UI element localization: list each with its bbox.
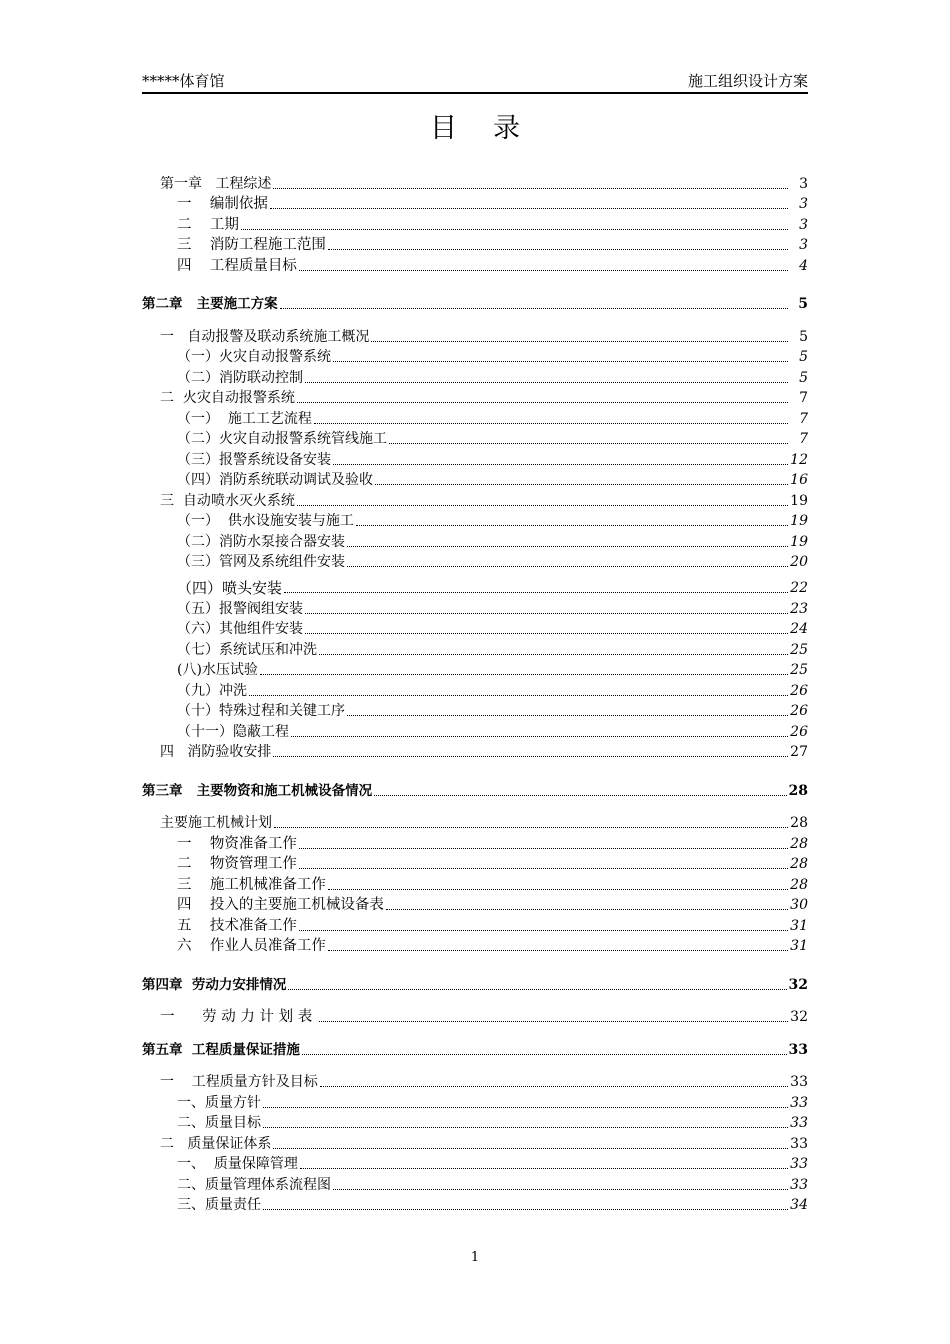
toc-entry-label: 二 火灾自动报警系统 [160, 390, 295, 406]
toc-entry-page: 28 [790, 856, 808, 872]
toc-entry-label: 五 技术准备工作 [177, 917, 297, 934]
toc-entry-label: （十一）隐蔽工程 [177, 723, 289, 740]
toc-entry[interactable] [142, 894, 808, 915]
toc-entry[interactable] [142, 234, 808, 255]
page-number: 1 [470, 1250, 480, 1265]
toc-entry[interactable] [142, 873, 808, 894]
toc-leader-dots [314, 422, 788, 424]
toc-entry-page: 25 [790, 662, 808, 678]
header-left: *****体育馆 [142, 72, 225, 90]
toc-entry-page: 33 [790, 1156, 808, 1172]
toc-entry[interactable] [142, 914, 808, 935]
toc-entry-page: 19 [790, 513, 808, 529]
toc-entry-label: 一 劳 动 力 计 划 表 [160, 1009, 317, 1025]
toc-spacer [142, 955, 808, 973]
toc-entry[interactable] [142, 597, 808, 618]
toc-entry-page: 32 [790, 1009, 808, 1025]
toc-leader-dots [320, 1085, 788, 1087]
toc-leader-dots [270, 207, 788, 209]
toc-entry-page: 5 [799, 349, 808, 365]
toc-entry-page: 26 [790, 682, 808, 699]
toc-entry-label: 二、质量目标 [177, 1115, 261, 1131]
toc-entry[interactable] [142, 193, 808, 214]
toc-entry-label: (八)水压试验 [177, 662, 258, 678]
toc-entry[interactable] [142, 679, 808, 700]
toc-entry[interactable] [142, 973, 808, 994]
toc-entry-label: 第三章 主要物资和施工机械设备情况 [142, 782, 373, 799]
toc-entry[interactable] [142, 213, 808, 234]
toc-entry[interactable] [142, 832, 808, 853]
toc-entry[interactable] [142, 700, 808, 721]
toc-spacer [142, 761, 808, 779]
toc-entry[interactable] [142, 1091, 808, 1112]
toc-entry-label: （三）报警系统设备安装 [177, 451, 331, 468]
toc-leader-dots [241, 228, 788, 230]
toc-entry-label: （四）消防系统联动调试及验收 [177, 472, 373, 488]
toc-entry[interactable] [142, 1038, 808, 1059]
toc-entry-label: 三 自动喷水灭火系统 [160, 492, 295, 509]
toc-spacer [142, 1059, 808, 1071]
toc-entry-label: （十）特殊过程和关键工序 [177, 703, 345, 719]
toc-entry-page: 5 [799, 369, 808, 386]
toc-entry-label: 第四章 劳动力安排情况 [142, 976, 287, 993]
toc-entry-label: 一 工程质量方针及目标 [160, 1074, 318, 1090]
toc-entry-page: 34 [790, 1197, 808, 1213]
toc-entry[interactable] [142, 407, 808, 428]
toc-leader-dots [389, 442, 788, 444]
toc-entry-label: 四 投入的主要施工机械设备表 [177, 897, 384, 913]
toc-entry[interactable] [142, 1112, 808, 1133]
toc-entry[interactable] [142, 172, 808, 193]
toc-entry[interactable] [142, 293, 808, 314]
toc-entry-page: 19 [790, 492, 808, 509]
toc-entry[interactable] [142, 571, 808, 597]
toc-leader-dots [297, 401, 788, 403]
toc-entry[interactable] [142, 428, 808, 449]
toc-entry-page: 30 [790, 897, 808, 913]
toc-leader-dots [297, 504, 788, 506]
toc-entry[interactable] [142, 551, 808, 572]
toc-entry-page: 5 [799, 328, 808, 345]
toc-entry-page: 26 [790, 723, 808, 740]
toc-entry[interactable] [142, 387, 808, 408]
toc-spacer [142, 994, 808, 1006]
toc-entry-page: 24 [790, 621, 808, 637]
toc-entry-label: 一 自动报警及联动系统施工概况 [160, 328, 370, 345]
toc-entry-page: 28 [788, 782, 808, 799]
toc-leader-dots [299, 269, 788, 271]
toc-spacer [142, 800, 808, 812]
toc-entry-page: 33 [790, 1115, 808, 1131]
toc-entry-page: 25 [790, 641, 808, 658]
toc-entry-label: 三、质量责任 [177, 1197, 261, 1213]
toc-entry-label: 三 施工机械准备工作 [177, 876, 326, 893]
header-rule [142, 92, 808, 94]
toc-entry-label: 一、质量方针 [177, 1094, 261, 1111]
toc-leader-dots [263, 1126, 788, 1128]
toc-entry-page: 28 [790, 835, 808, 852]
toc-leader-dots [249, 694, 788, 696]
toc-entry[interactable] [142, 853, 808, 874]
toc-entry-page: 33 [790, 1135, 808, 1152]
toc-entry-page: 4 [799, 257, 808, 274]
table-of-contents [142, 172, 808, 1214]
toc-leader-dots [288, 988, 786, 990]
toc-leader-dots [302, 1053, 787, 1055]
toc-entry[interactable] [142, 779, 808, 800]
toc-entry[interactable] [142, 741, 808, 762]
toc-spacer [142, 313, 808, 325]
toc-entry-page: 27 [790, 744, 808, 760]
toc-entry-label: 第二章 主要施工方案 [142, 296, 278, 312]
toc-entry[interactable] [142, 1071, 808, 1092]
toc-leader-dots [356, 524, 788, 526]
toc-entry[interactable] [142, 720, 808, 741]
toc-leader-dots [291, 735, 788, 737]
toc-leader-dots [284, 591, 788, 593]
toc-spacer [142, 1026, 808, 1038]
toc-entry-label: （七）系统试压和冲洗 [177, 641, 317, 658]
toc-entry-label: 第一章 工程综述 [160, 175, 272, 192]
toc-leader-dots [319, 1020, 788, 1022]
toc-entry[interactable] [142, 366, 808, 387]
toc-entry[interactable] [142, 812, 808, 833]
toc-entry[interactable] [142, 530, 808, 551]
toc-entry-label: （一）火灾自动报警系统 [177, 349, 331, 365]
toc-entry-page: 7 [799, 431, 808, 447]
toc-entry-label: 二 质量保证体系 [160, 1135, 272, 1152]
toc-entry-page: 23 [790, 600, 808, 617]
toc-leader-dots [273, 1147, 788, 1149]
toc-entry-page: 3 [799, 237, 808, 253]
toc-leader-dots [263, 1106, 788, 1108]
page-header [142, 70, 808, 92]
toc-entry[interactable] [142, 659, 808, 680]
toc-entry-page: 22 [790, 580, 808, 596]
toc-spacer [142, 275, 808, 293]
toc-entry[interactable] [142, 469, 808, 490]
toc-entry-page: 3 [799, 175, 808, 192]
toc-entry-label: 三 消防工程施工范围 [177, 237, 326, 253]
header-right: 施工组织设计方案 [687, 72, 808, 90]
toc-entry-page: 26 [790, 703, 808, 719]
toc-leader-dots [374, 794, 786, 796]
toc-entry-page: 7 [799, 390, 808, 406]
toc-entry-label: 六 作业人员准备工作 [177, 938, 326, 954]
toc-leader-dots [299, 929, 788, 931]
toc-leader-dots [273, 755, 788, 757]
page-title: 目录 [430, 113, 556, 144]
toc-entry-label: 二 物资管理工作 [177, 856, 297, 872]
toc-leader-dots [299, 867, 788, 869]
toc-entry-page: 33 [790, 1074, 808, 1090]
toc-entry-page: 31 [790, 938, 808, 954]
toc-leader-dots [300, 1167, 788, 1169]
toc-entry-label: （二）消防水泵接合器安装 [177, 533, 345, 550]
toc-entry[interactable] [142, 448, 808, 469]
toc-entry-label: （五）报警阀组安装 [177, 600, 303, 617]
toc-entry-label: （六）其他组件安装 [177, 621, 303, 637]
toc-leader-dots [347, 545, 788, 547]
toc-leader-dots [347, 714, 788, 716]
toc-leader-dots [305, 632, 788, 634]
toc-entry-page: 19 [790, 533, 808, 550]
toc-leader-dots [319, 653, 788, 655]
toc-entry[interactable] [142, 1006, 808, 1027]
toc-entry[interactable] [142, 325, 808, 346]
toc-entry-page: 31 [790, 917, 808, 934]
toc-entry[interactable] [142, 1153, 808, 1174]
toc-entry[interactable] [142, 1194, 808, 1215]
toc-entry-label: 一 物资准备工作 [177, 835, 297, 852]
toc-entry-label: （四）喷头安装 [177, 579, 283, 597]
toc-entry-label: 一、 质量保障管理 [177, 1156, 298, 1172]
toc-entry-label: （一） 供水设施安装与施工 [177, 513, 354, 529]
toc-leader-dots [328, 949, 788, 951]
toc-leader-dots [328, 888, 788, 890]
toc-entry-page: 12 [790, 451, 808, 468]
toc-leader-dots [333, 463, 788, 465]
toc-entry[interactable] [142, 1173, 808, 1194]
toc-entry-label: 主要施工机械计划 [160, 815, 272, 831]
toc-leader-dots [273, 187, 788, 189]
toc-entry[interactable] [142, 254, 808, 275]
toc-entry-page: 3 [799, 196, 808, 212]
toc-entry[interactable] [142, 1132, 808, 1153]
toc-leader-dots [305, 612, 788, 614]
toc-entry-label: （九）冲洗 [177, 682, 247, 699]
toc-leader-dots [386, 908, 788, 910]
toc-entry-label: 四 消防验收安排 [160, 744, 272, 760]
toc-entry-label: 第五章 工程质量保证措施 [142, 1041, 300, 1058]
toc-entry-page: 3 [799, 216, 808, 233]
toc-leader-dots [333, 360, 788, 362]
toc-leader-dots [347, 565, 788, 567]
toc-entry-page: 33 [790, 1176, 808, 1193]
toc-entry-page: 7 [799, 410, 808, 427]
toc-leader-dots [263, 1208, 788, 1210]
toc-entry-label: （三）管网及系统组件安装 [177, 554, 345, 570]
toc-entry[interactable] [142, 935, 808, 956]
toc-leader-dots [333, 1188, 788, 1190]
toc-entry-label: （一） 施工工艺流程 [177, 410, 312, 427]
toc-entry[interactable] [142, 346, 808, 367]
toc-leader-dots [274, 826, 788, 828]
toc-leader-dots [260, 673, 788, 675]
toc-entry[interactable] [142, 510, 808, 531]
toc-entry-page: 33 [788, 1041, 808, 1058]
toc-entry-label: （二）火灾自动报警系统管线施工 [177, 431, 387, 447]
toc-entry-label: （二）消防联动控制 [177, 369, 303, 386]
toc-entry-page: 28 [790, 815, 808, 831]
toc-leader-dots [280, 307, 788, 309]
toc-entry-page: 33 [790, 1094, 808, 1111]
toc-entry-label: 一 编制依据 [177, 196, 268, 212]
toc-leader-dots [299, 847, 788, 849]
toc-leader-dots [375, 483, 788, 485]
toc-entry[interactable] [142, 489, 808, 510]
toc-entry-page: 16 [790, 472, 808, 488]
toc-entry[interactable] [142, 638, 808, 659]
toc-leader-dots [371, 340, 788, 342]
toc-entry-label: 二 工期 [177, 216, 239, 233]
toc-entry-label: 四 工程质量目标 [177, 257, 297, 274]
toc-leader-dots [328, 248, 788, 250]
toc-entry[interactable] [142, 618, 808, 639]
toc-entry-page: 20 [790, 554, 808, 570]
toc-entry-page: 28 [790, 876, 808, 893]
toc-entry-page: 5 [798, 296, 808, 312]
toc-leader-dots [305, 381, 788, 383]
toc-entry-label: 二、质量管理体系流程图 [177, 1176, 331, 1193]
toc-entry-page: 32 [788, 976, 808, 993]
